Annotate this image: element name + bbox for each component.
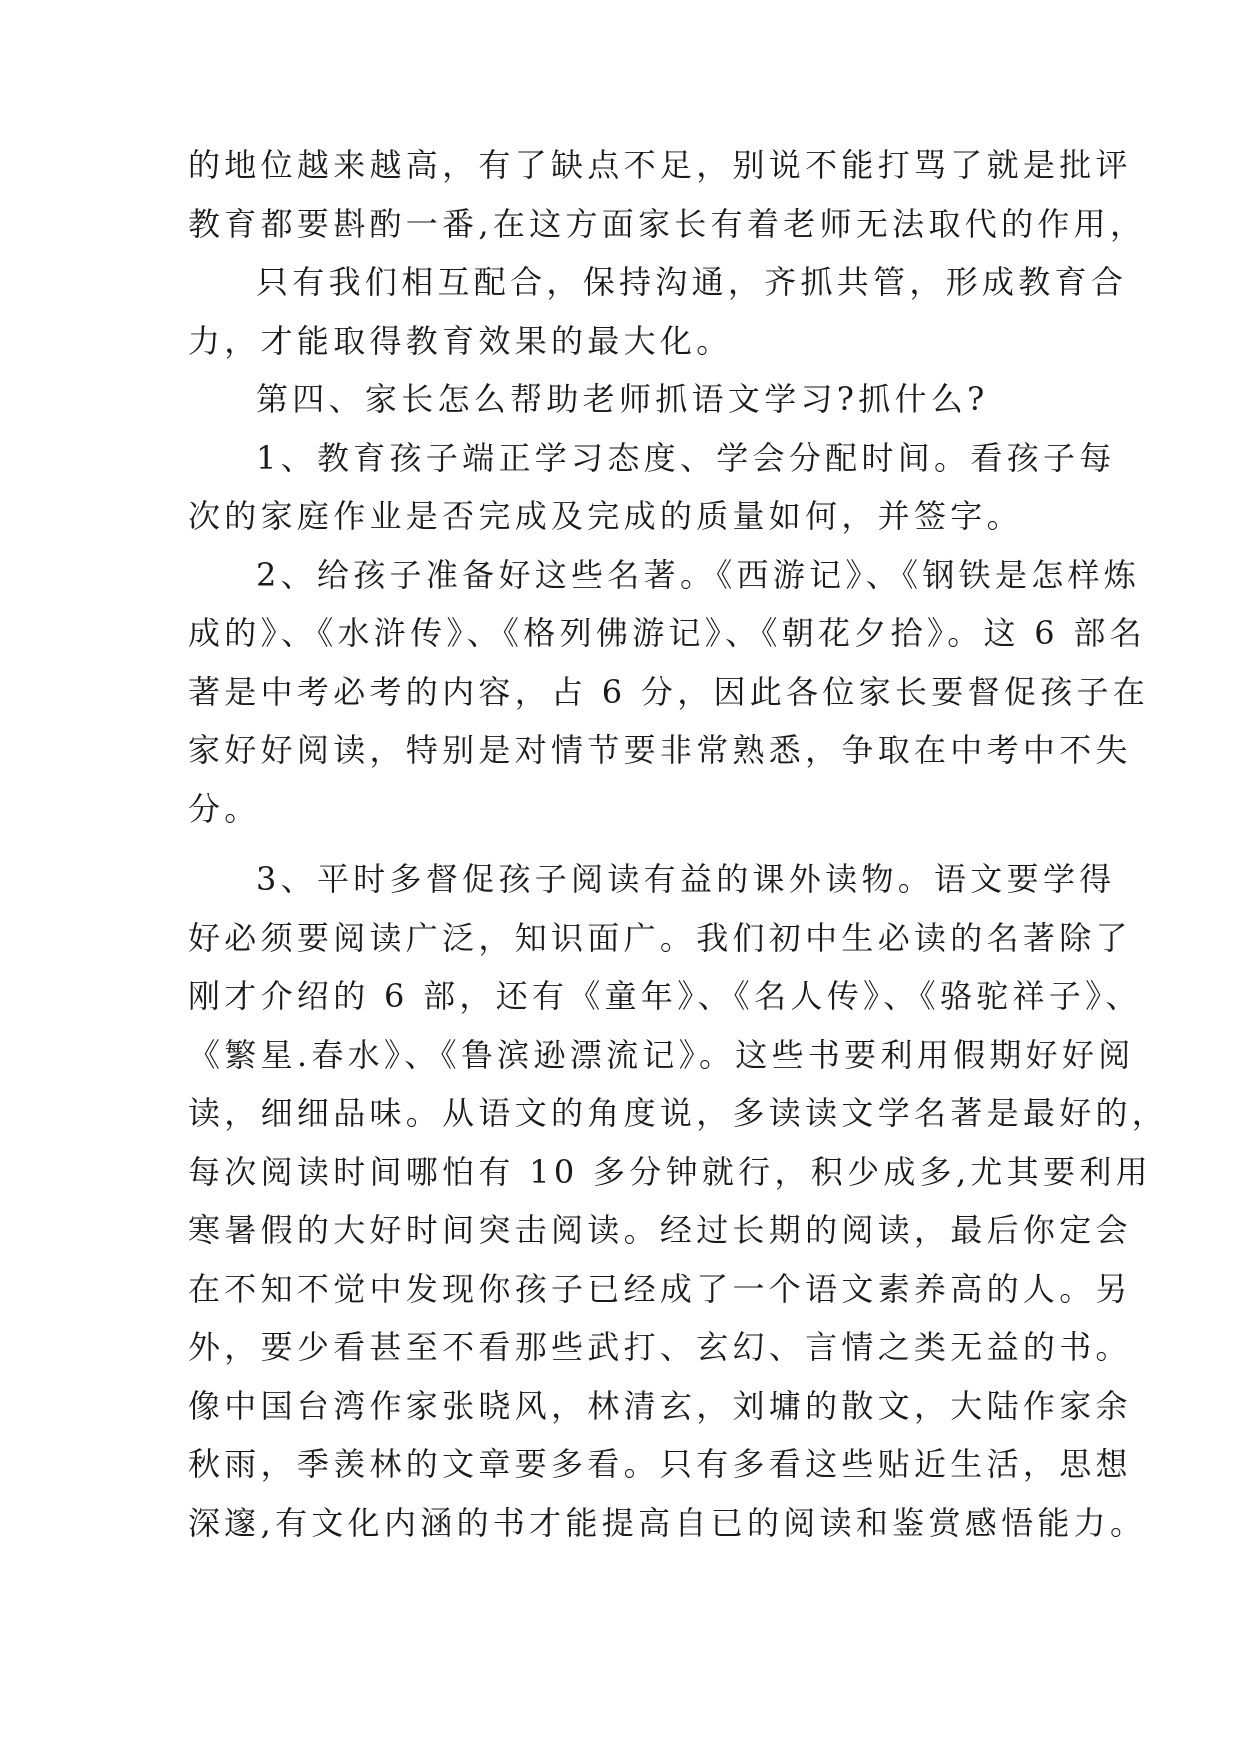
text-line: 次的家庭作业是否完成及完成的质量如何，并签字。: [188, 497, 1023, 535]
text-line: 像中国台湾作家张晓风，林清玄，刘墉的散文，大陆作家余: [188, 1386, 1132, 1425]
text-line: 外，要少看甚至不看那些武打、玄幻、言情之类无益的书。: [188, 1328, 1132, 1366]
list-item-3-start: 3、平时多督促孩子阅读有益的课外读物。语文要学得: [256, 860, 1116, 898]
text-line: 成的》、《水浒传》、《格列佛游记》、《朝花夕拾》。这 6 部名: [188, 614, 1147, 652]
text-line: 著是中考必考的内容，占 6 分，因此各位家长要督促孩子在: [188, 672, 1150, 711]
paragraph-start-line: 只有我们相互配合，保持沟通，齐抓共管，形成教育合: [256, 263, 1128, 301]
list-item-1-start: 1、教育孩子端正学习态度、学会分配时间。看孩子每: [256, 438, 1116, 477]
text-line: 《繁星.春水》、《鲁滨逊漂流记》。这些书要利用假期好好阅: [188, 1035, 1135, 1074]
text-line: 秋雨，季羡林的文章要多看。只有多看这些贴近生活，思想: [188, 1445, 1132, 1483]
section-heading: 第四、家长怎么帮助老师抓语文学习?抓什么?: [256, 380, 989, 418]
document-page: [188, 136, 1169, 1552]
text-line: 寒暑假的大好时间突击阅读。经过长期的阅读，最后你定会: [188, 1211, 1132, 1249]
text-line: 读，细细品味。从语文的角度说，多读读文学名著是最好的，: [188, 1094, 1169, 1132]
text-line: 刚才介绍的 6 部，还有《童年》、《名人传》、《骆驼祥子》、: [188, 977, 1142, 1015]
list-item-2-start: 2、给孩子准备好这些名著。《西游记》、《钢铁是怎样炼: [256, 555, 1141, 594]
text-line: 每次阅读时间哪怕有 10 多分钟就行，积少成多,尤其要利用: [188, 1152, 1152, 1191]
text-line: 教育都要斟酌一番,在这方面家长有着老师无法取代的作用，: [188, 204, 1147, 243]
text-line: 深邃,有文化内涵的书才能提高自已的阅读和鉴赏感悟能力。: [188, 1503, 1147, 1542]
text-line: 家好好阅读，特别是对情节要非常熟悉，争取在中考中不失: [188, 731, 1132, 769]
text-line: 在不知不觉中发现你孩子已经成了一个语文素养高的人。另: [188, 1269, 1132, 1308]
text-line: 分。: [188, 789, 261, 828]
text-line: 好必须要阅读广泛，知识面广。我们初中生必读的名著除了: [188, 918, 1132, 957]
text-line: 的地位越来越高，有了缺点不足，别说不能打骂了就是批评: [188, 146, 1132, 184]
text-line: 力，才能取得教育效果的最大化。: [188, 321, 733, 360]
